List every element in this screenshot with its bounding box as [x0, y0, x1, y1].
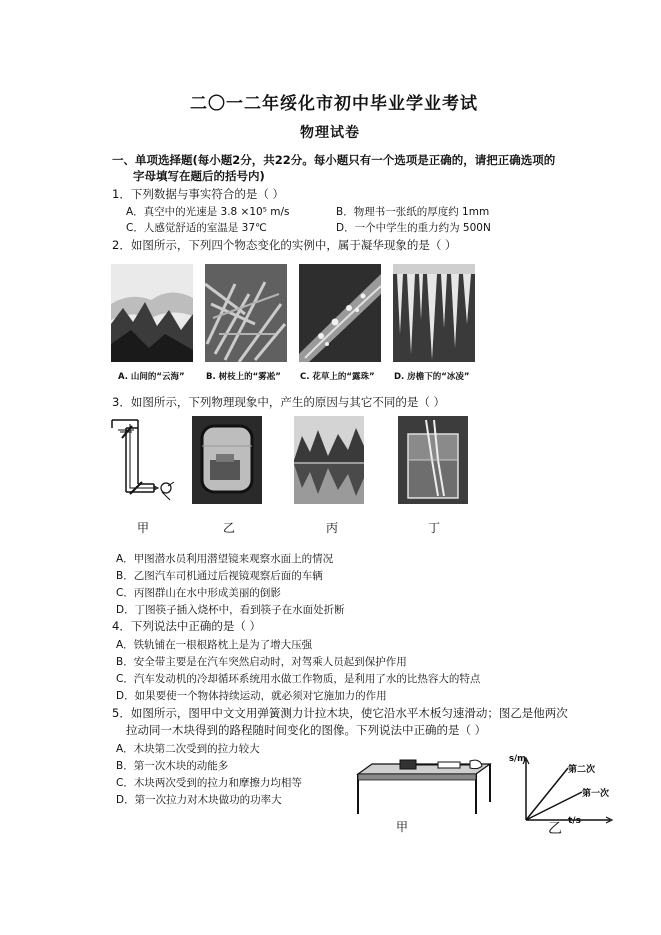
q4-stem: 4．下列说法中正确的是（ ）: [112, 619, 261, 633]
q3-stem: 3．如图所示，下列物理现象中，产生的原因与其它不同的是（ ）: [112, 395, 445, 409]
second-run-line: [526, 768, 568, 820]
q2-caption-b: B. 树枝上的“雾凇”: [206, 372, 281, 382]
periscope-diagram: [108, 416, 178, 508]
graph-first-run-label: 第一次: [582, 789, 610, 799]
icicles-photo: [393, 264, 475, 362]
q3-label-bing: 丙: [326, 521, 339, 535]
q5-option-b: B．第一次木块的动能多: [116, 760, 229, 772]
q1-option-d: D．一个中学生的重力约为 500N: [336, 222, 491, 234]
q5-fig-label-yi: 乙: [548, 821, 562, 837]
rearview-mirror-photo: [192, 416, 262, 504]
q1-option-a: A．真空中的光速是 3.8 ×10⁵ m/s: [126, 206, 290, 218]
graph-x-axis-label: t/s: [568, 816, 581, 826]
q3-option-b: B．乙图汽车司机通过后视镜观察后面的车辆: [116, 570, 323, 582]
q5-option-a: A．木块第二次受到的拉力较大: [116, 743, 260, 755]
q1-option-c: C．人感觉舒适的室温是 37℃: [126, 222, 267, 234]
cloud-sea-photo: [111, 264, 193, 362]
q2-caption-c: C. 花草上的“露珠”: [300, 372, 375, 382]
q3-option-d: D．丁图筷子插入烧杯中，看到筷子在水面处折断: [116, 604, 345, 616]
q3-label-jia: 甲: [137, 521, 150, 535]
section-heading-line1: 一、单项选择题(每小题2分，共22分。每小题只有一个选项是正确的，请把正确选项的: [112, 153, 556, 167]
q5-stem-line1: 5．如图所示，图甲中文文用弹簧测力计拉木块，使它沿水平木板匀速滑动；图乙是他两次: [112, 706, 568, 720]
section-heading-line2: 字母填写在题后的括号内): [133, 169, 265, 183]
q4-option-a: A．铁轨铺在一根根路枕上是为了增大压强: [116, 639, 313, 651]
mountain-reflection-photo: [294, 416, 364, 504]
spring-scale-table-figure: [356, 758, 496, 816]
q1-option-b: B．物理书一张纸的厚度约 1mm: [336, 206, 490, 218]
q4-option-c: C．汽车发动机的冷却循环系统用水做工作物质，是利用了水的比热容大的特点: [116, 673, 481, 685]
exam-title: 二〇一二年绥化市初中毕业学业考试: [190, 94, 478, 114]
q2-caption-a: A. 山间的“云海”: [118, 372, 185, 382]
q5-option-d: D．第一次拉力对木块做功的功率大: [116, 794, 282, 806]
graph-second-run-label: 第二次: [568, 765, 596, 775]
exam-subject: 物理试卷: [300, 125, 360, 141]
q5-option-c: C．木块两次受到的拉力和摩擦力均相等: [116, 777, 302, 789]
q5-stem-line2: 拉动同一木块得到的路程随时间变化的图像。下列说法中正确的是（ ）: [126, 723, 487, 737]
q5-fig-label-jia: 甲: [396, 820, 409, 834]
q3-label-yi: 乙: [223, 521, 236, 535]
q4-option-b: B．安全带主要是在汽车突然启动时，对驾乘人员起到保护作用: [116, 656, 407, 668]
q3-label-ding: 丁: [428, 521, 441, 535]
q1-stem: 1．下列数据与事实符合的是（ ）: [112, 187, 284, 201]
chopsticks-beaker-photo: [398, 416, 468, 504]
q3-option-a: A．甲图潜水员利用潜望镜来观察水面上的情况: [116, 553, 334, 565]
rime-branches-photo: [205, 264, 287, 362]
q4-option-d: D．如果要使一个物体持续运动，就必须对它施加力的作用: [116, 690, 387, 702]
q3-option-c: C．丙图群山在水中形成美丽的倒影: [116, 587, 281, 599]
graph-y-axis-label: s/m: [509, 754, 527, 764]
q2-caption-d: D. 房檐下的“冰凌”: [394, 372, 470, 382]
q2-stem: 2．如图所示，下列四个物态变化的实例中，属于凝华现象的是（ ）: [112, 238, 457, 252]
dew-drops-photo: [299, 264, 381, 362]
